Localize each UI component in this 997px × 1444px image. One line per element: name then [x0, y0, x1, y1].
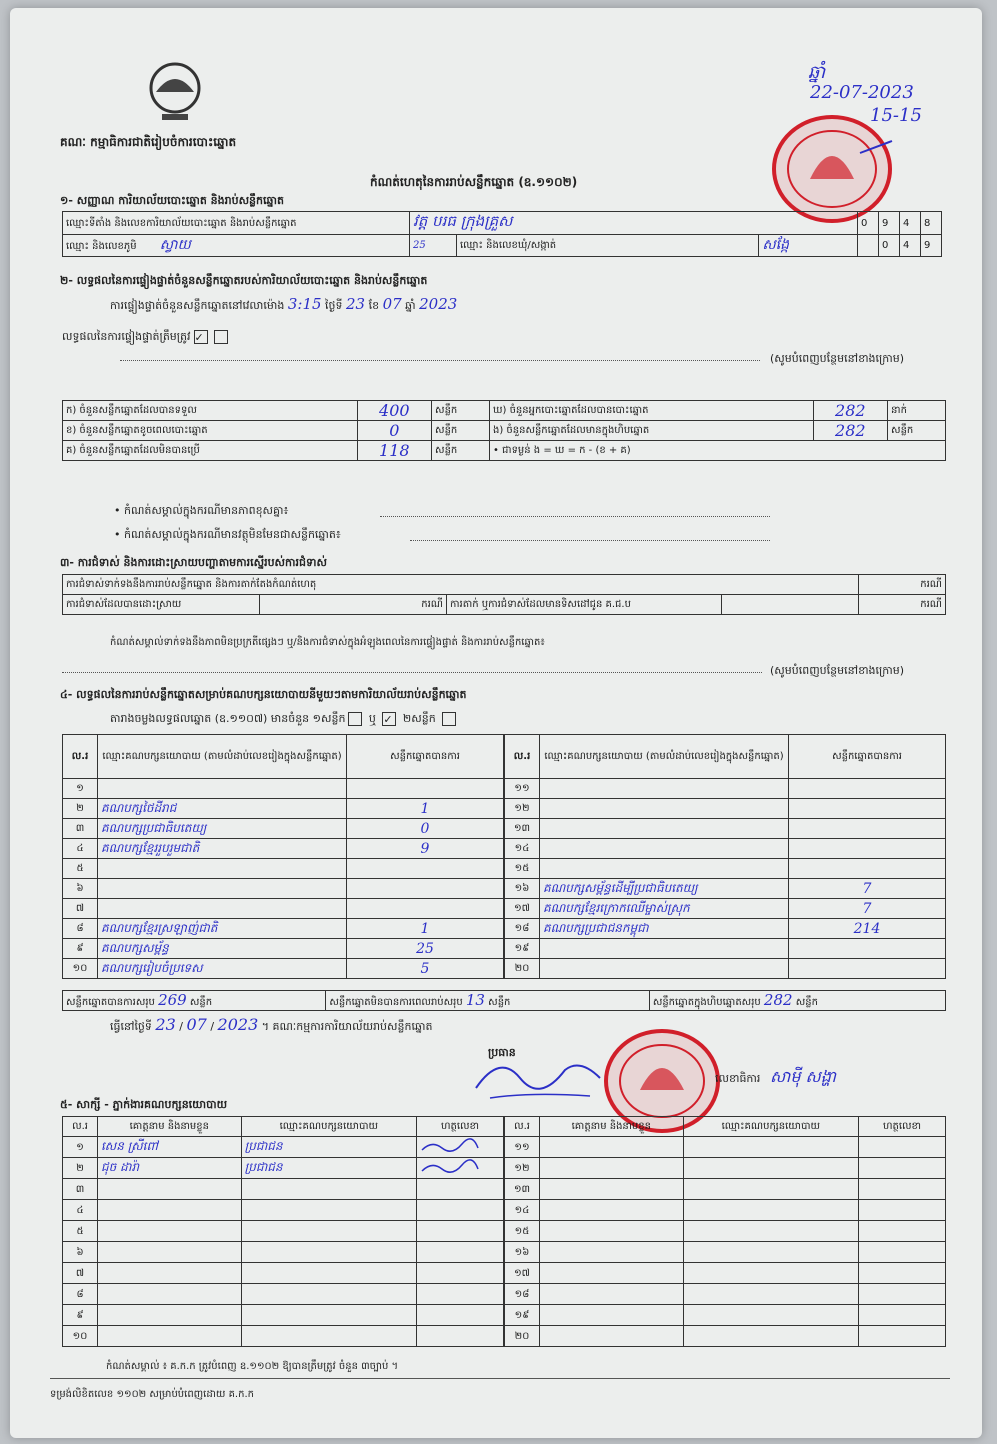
vote-count: 25: [347, 939, 504, 959]
vote-count: [789, 859, 946, 879]
vote-count: [347, 859, 504, 879]
witness-signature: [859, 1137, 946, 1158]
table-row: [505, 1179, 946, 1200]
vote-count: [789, 799, 946, 819]
row-label: ក) ចំនួនសន្លឹកឆ្នោតដែលបានទទួល: [63, 401, 358, 421]
code1-digit: 8: [921, 212, 942, 235]
vote-count: 0: [347, 819, 504, 839]
witness-party: [683, 1200, 858, 1221]
formula: • ជាទម្ងន់ ង = ឃ = ក - (ខ + គ): [489, 441, 945, 461]
total-box: សន្លឹកឆ្នោតក្នុងហិបឆ្នោតសរុប 282 សន្លឹក: [649, 991, 945, 1011]
unit: សន្លឹក: [432, 401, 490, 421]
witness-name: សេន ស្រីពៅ: [98, 1137, 242, 1158]
fill-line: [62, 672, 762, 673]
party-name: [540, 859, 789, 879]
section2-title: ២- លទ្ធផលនៃការផ្ទៀងផ្ទាត់ចំនួនសន្លឹកឆ្នោតរបស់ការិយាល័យបោះឆ្នោត និងរាប់សន្លឹកឆ្នោត: [60, 274, 428, 287]
party-name: [540, 839, 789, 859]
witness-name: ជុច ដារ៉ា: [98, 1158, 242, 1179]
copy-sheet-note: តារាងចម្លងលទ្ធផលឆ្នោត (ឧ.១១០៧) មានចំនួន ១សន្លឹក ឬ ✓ ២សន្លឹក: [110, 712, 459, 726]
row-number: ៦: [63, 1242, 98, 1263]
table-row: [505, 1137, 946, 1158]
box-value: 282: [813, 421, 887, 441]
vote-count: 1: [347, 919, 504, 939]
witness-signature: [417, 1179, 504, 1200]
row-number: ២: [63, 799, 98, 819]
handwritten-time: 15-15: [870, 105, 922, 126]
witness-name: [540, 1263, 684, 1284]
witness-party: [241, 1179, 416, 1200]
witness-party: [241, 1200, 416, 1221]
witness-signature: [859, 1179, 946, 1200]
table-row: [63, 859, 504, 879]
witness-name: [540, 1284, 684, 1305]
row-number: ១៩: [505, 939, 540, 959]
vote-count: [789, 939, 946, 959]
table-row: [505, 1284, 946, 1305]
fill-line: [120, 360, 760, 361]
witness-party: [241, 1242, 416, 1263]
row-number: ១៥: [505, 859, 540, 879]
complaints-table: [62, 574, 946, 615]
row-number: ៧: [63, 1263, 98, 1284]
table-row: [505, 1158, 946, 1179]
vote-count: 1: [347, 799, 504, 819]
party-name: [98, 879, 347, 899]
witness-signature: [859, 1221, 946, 1242]
row-number: ១៩: [505, 1305, 540, 1326]
unit: នាក់: [888, 401, 946, 421]
witness-party: [683, 1221, 858, 1242]
code2-digit: 4: [900, 235, 921, 257]
fill-line: [410, 540, 770, 541]
col-name: គោត្តនាម និងនាមខ្លួន: [540, 1117, 684, 1137]
witness-signature: [417, 1263, 504, 1284]
row-number: ៧: [63, 899, 98, 919]
unit: សន្លឹក: [432, 441, 490, 461]
witness-signature: [417, 1284, 504, 1305]
total-valid: សន្លឹកឆ្នោតបានការសរុប 269 សន្លឹក: [63, 991, 326, 1011]
secretary-name: សាម៉ី សង្ហា: [770, 1067, 837, 1086]
witness-name: [540, 1326, 684, 1347]
received-value: 400: [357, 401, 431, 421]
witness-name: [98, 1263, 242, 1284]
witness-name: [98, 1326, 242, 1347]
witness-party: [683, 1179, 858, 1200]
code2-digit: 0: [879, 235, 900, 257]
witness-name: [540, 1305, 684, 1326]
location-value: វត្ត បរធ ក្រុងគ្រួស: [410, 212, 858, 235]
emblem-icon: [142, 58, 208, 130]
forwarded-unit: ករណី: [859, 595, 946, 615]
complaint-label: ការជំទាស់ទាក់ទងនឹងការរាប់សន្លឹកឆ្នោត និងការតាក់តែងកំណត់ហេតុ: [63, 575, 859, 595]
col-name: គោត្តនាម និងនាមខ្លួន: [98, 1117, 242, 1137]
total-invalid: សន្លឹកឆ្នោតមិនបានការពេលរាប់សរុប 13 សន្លឹក: [326, 991, 649, 1011]
foreign-object-note: • កំណត់សម្គាល់ក្នុងករណីមានវត្ថុមិនមែនជាសន្លឹកឆ្នោត៖: [114, 528, 341, 541]
table-row: [63, 1284, 504, 1305]
vote-count: 214: [789, 919, 946, 939]
vote-count: 7: [789, 899, 946, 919]
table-row: [505, 1326, 946, 1347]
footer-note: កំណត់សម្គាល់ ៖ គ.ក.ក ត្រូវបំពេញ ឧ.១១០២ ឱ្យបានត្រឹមត្រូវ ចំនួន ៣ច្បាប់ ។: [106, 1361, 399, 1372]
witness-party: [241, 1284, 416, 1305]
fill-note: (សូមបំពេញបន្ថែមនៅខាងក្រោម): [770, 352, 905, 365]
row-number: ២: [63, 1158, 98, 1179]
row-number: ៣: [63, 1179, 98, 1200]
code2-digit: 9: [921, 235, 942, 257]
witness-party: [683, 1284, 858, 1305]
witness-name: [98, 1221, 242, 1242]
ballot-count-table: [62, 400, 946, 461]
row-number: ១២: [505, 1158, 540, 1179]
location-label: ឈ្មោះទីតាំង និងលេខការិយាល័យបោះឆ្នោត និងរាប់សន្លឹកឆ្នោត: [63, 212, 410, 235]
totals-row: [62, 990, 946, 1011]
row-label: គ) ចំនួនសន្លឹកឆ្នោតដែលមិនបានប្រើ: [63, 441, 358, 461]
witness-signature: [859, 1158, 946, 1179]
secretary-label: លេខាធិការ: [715, 1072, 761, 1085]
table-row: [505, 839, 946, 859]
witness-party: [241, 1221, 416, 1242]
table-row: [505, 799, 946, 819]
witness-signature: [417, 1158, 504, 1179]
table-row: [505, 1200, 946, 1221]
commune-label: ឈ្មោះ និងលេខឃុំ/សង្កាត់: [457, 235, 759, 257]
witness-party: [683, 1137, 858, 1158]
col-sign: ហត្ថលេខា: [859, 1117, 946, 1137]
witness-name: [540, 1200, 684, 1221]
witness-signature: [859, 1200, 946, 1221]
chair-label: ប្រធាន: [488, 1046, 516, 1059]
table-row: [63, 919, 504, 939]
section1-title: ១- សញ្ញាណ ការិយាល័យបោះឆ្នោត និងរាប់សន្លឹកឆ្នោត: [60, 194, 284, 207]
row-number: ៩: [63, 1305, 98, 1326]
row-number: ៥: [63, 1221, 98, 1242]
row-number: ១៨: [505, 919, 540, 939]
witness-name: [540, 1137, 684, 1158]
chair-signature-icon: [470, 1048, 610, 1108]
col-sign: ហត្ថលេខា: [417, 1117, 504, 1137]
col-no: ល.រ: [63, 735, 98, 779]
vote-count: [347, 899, 504, 919]
row-number: ៨: [63, 1284, 98, 1305]
row-number: ១៦: [505, 879, 540, 899]
unit: សន្លឹក: [888, 421, 946, 441]
vote-count: 5: [347, 959, 504, 979]
table-row: [63, 1242, 504, 1263]
witness-party: [241, 1305, 416, 1326]
party-name: [540, 819, 789, 839]
official-stamp-icon: [770, 113, 895, 225]
table-row: [63, 779, 504, 799]
party-name: [540, 939, 789, 959]
table-row: [63, 1137, 504, 1158]
unused-value: 118: [357, 441, 431, 461]
party-name: គណបក្សសម្ព័ន្ធដើម្បីប្រជាធិបតេយ្យ: [540, 879, 789, 899]
col-party: ឈ្មោះគណបក្សនយោបាយ: [683, 1117, 858, 1137]
witness-party: [683, 1242, 858, 1263]
row-number: ១១: [505, 1137, 540, 1158]
form-page: [10, 8, 982, 1438]
row-number: ៤: [63, 1200, 98, 1221]
fill-note: (សូមបំពេញបន្ថែមនៅខាងក្រោម): [770, 664, 905, 677]
table-row: [63, 1305, 504, 1326]
resolved-label: ការជំទាស់ដែលបានដោះស្រាយ: [63, 595, 260, 615]
committee-name: គណៈ កម្មាធិការជាតិរៀបចំការបោះឆ្នោត: [60, 135, 237, 149]
row-number: ៤: [63, 839, 98, 859]
row-label: ខ) ចំនួនសន្លឹកឆ្នោតខូចពេលបោះឆ្នោត: [63, 421, 358, 441]
witness-name: [98, 1284, 242, 1305]
witness-signature: [417, 1221, 504, 1242]
verification-result: លទ្ធផលនៃការផ្ទៀងផ្ទាត់ត្រឹមត្រូវ ✓: [62, 330, 231, 344]
forwarded-label: ការតាក់ ឬការជំទាស់ដែលមានទិសដៅជូន គ.ជ.ប: [447, 595, 722, 615]
col-votes: សន្លឹកឆ្នោតបានការ: [789, 735, 946, 779]
section3-title: ៣- ការជំទាស់ និងការដោះស្រាយបញ្ហាតាមការស្នើរបស់ការជំទាស់: [60, 556, 327, 569]
witness-signature: [417, 1305, 504, 1326]
witness-signature: [417, 1242, 504, 1263]
table-row: [63, 819, 504, 839]
row-number: ១៧: [505, 899, 540, 919]
witness-signature: [417, 1137, 504, 1158]
resolved-unit: ករណី: [260, 595, 447, 615]
table-row: [505, 919, 946, 939]
party-name: គណបក្សប្រជាជនកម្ពុជា: [540, 919, 789, 939]
complaint-unit: ករណី: [859, 575, 946, 595]
witness-party: ប្រជាជន: [241, 1158, 416, 1179]
table-row: [63, 1221, 504, 1242]
table-row: [505, 939, 946, 959]
row-number: ៣: [63, 819, 98, 839]
table-row: [63, 959, 504, 979]
vote-count: 9: [347, 839, 504, 859]
code1-digit: 9: [879, 212, 900, 235]
witness-name: [540, 1242, 684, 1263]
party-name: [98, 859, 347, 879]
row-number: ១៣: [505, 1179, 540, 1200]
party-name: គណបក្សខ្មែរក្រោកឈើម្ចាស់ស្រុក: [540, 899, 789, 919]
row-number: ១៤: [505, 1200, 540, 1221]
vote-count: [347, 779, 504, 799]
row-number: ១៨: [505, 1284, 540, 1305]
witness-signature: [859, 1263, 946, 1284]
row-number: ១០: [63, 959, 98, 979]
witness-party: [683, 1263, 858, 1284]
party-name: គណបក្សរៀបចំប្រទេស: [98, 959, 347, 979]
row-number: ១: [63, 1137, 98, 1158]
row-number: ១: [63, 779, 98, 799]
verification-line: ការផ្ទៀងផ្ទាត់ចំនួនសន្លឹកឆ្នោតនៅវេលាម៉ោង 3:15 ថ្ងៃទី 23 ខែ 07 ឆ្នាំ 2023: [110, 295, 458, 313]
witness-name: [540, 1179, 684, 1200]
witness-name: [98, 1305, 242, 1326]
col-party: ឈ្មោះគណបក្សនយោបាយ (តាមលំដាប់លេខរៀងក្នុងសន្លឹកឆ្នោត): [540, 735, 789, 779]
unit: សន្លឹក: [432, 421, 490, 441]
row-number: ១១: [505, 779, 540, 799]
col-votes: សន្លឹកឆ្នោតបានការ: [347, 735, 504, 779]
signature-icon: [420, 1138, 480, 1154]
table-row: [63, 939, 504, 959]
row-number: ១៥: [505, 1221, 540, 1242]
witness-name: [98, 1179, 242, 1200]
row-number: ៨: [63, 919, 98, 939]
witness-signature: [417, 1200, 504, 1221]
correct-checkbox[interactable]: ✓: [194, 330, 208, 344]
party-name: គណបក្សសម្ព័ន្ធ: [98, 939, 347, 959]
code1-digit: 4: [900, 212, 921, 235]
witness-party: ប្រជាជន: [241, 1137, 416, 1158]
row-number: ១៤: [505, 839, 540, 859]
table-row: [505, 1263, 946, 1284]
form-title: កំណត់ហេតុនៃការរាប់សន្លឹកឆ្នោត (ឧ.១១០២): [370, 175, 578, 189]
witness-left: [62, 1116, 504, 1347]
col-no: ល.រ: [505, 1117, 540, 1137]
table-row: [63, 799, 504, 819]
vote-count: [789, 839, 946, 859]
table-row: [505, 879, 946, 899]
section4-title: ៤- លទ្ធផលនៃការរាប់សន្លឹកឆ្នោតសម្រាប់គណបក្សនយោបាយនីមួយៗតាមការិយាល័យរាប់សន្លឹកឆ្នោត: [60, 688, 467, 701]
section5-title: ៥- សាក្សី - ភ្នាក់ងារគណបក្សនយោបាយ: [60, 1098, 228, 1111]
table-row: [63, 1263, 504, 1284]
table-row: [63, 1158, 504, 1179]
witness-party: [683, 1158, 858, 1179]
row-number: ៦: [63, 879, 98, 899]
witness-name: [98, 1200, 242, 1221]
row-number: ២០: [505, 959, 540, 979]
spoiled-value: 0: [357, 421, 431, 441]
witness-signature: [859, 1242, 946, 1263]
witness-table: [62, 1116, 946, 1347]
row-number: ៩: [63, 939, 98, 959]
col-party: ឈ្មោះគណបក្សនយោបាយ: [241, 1117, 416, 1137]
witness-signature: [417, 1326, 504, 1347]
table-row: [505, 1305, 946, 1326]
section1-table: [62, 211, 942, 257]
fill-line: [380, 516, 770, 517]
vote-count: [789, 819, 946, 839]
party-name: គណបក្សថៃដីរាជ: [98, 799, 347, 819]
witness-name: [540, 1221, 684, 1242]
col-no: ល.រ: [505, 735, 540, 779]
party-name: [540, 799, 789, 819]
table-row: [505, 1221, 946, 1242]
vote-count: 7: [789, 879, 946, 899]
discrepancy-note: • កំណត់សម្គាល់ក្នុងករណីមានភាពខុសគ្នា៖: [114, 504, 289, 517]
row-label: ង) ចំនួនសន្លឹកឆ្នោតដែលមានក្នុងហិបឆ្នោត: [489, 421, 813, 441]
row-number: ១៣: [505, 819, 540, 839]
form-code: ទម្រង់លិខិតលេខ ១១០២ សម្រាប់បំពេញដោយ គ.ក.ក: [50, 1389, 254, 1400]
party-name: [540, 959, 789, 979]
handwritten-note: ឆ្នាំ: [808, 62, 826, 83]
party-name: គណបក្សប្រជាធិបតេយ្យ: [98, 819, 347, 839]
voters-value: 282: [813, 401, 887, 421]
table-row: [505, 859, 946, 879]
signing-date: ធ្វើនៅថ្ងៃទី 23 / 07 / 2023 ។ គណៈកម្មការការិយាល័យរាប់សន្លឹកឆ្នោត: [110, 1015, 433, 1034]
village-label: ឈ្មោះ និងលេខភូមិ ស្វាយ: [63, 235, 410, 257]
party-name: [98, 899, 347, 919]
table-row: [63, 1179, 504, 1200]
col-no: ល.រ: [63, 1117, 98, 1137]
table-row: [505, 1242, 946, 1263]
col-party: ឈ្មោះគណបក្សនយោបាយ (តាមលំដាប់លេខរៀងក្នុងសន្លឹកឆ្នោត): [98, 735, 347, 779]
row-number: ១៧: [505, 1263, 540, 1284]
witness-party: [241, 1326, 416, 1347]
vote-count: [789, 959, 946, 979]
signature-icon: [420, 1159, 480, 1175]
code2-digit: [858, 235, 879, 257]
code1-digit: 0: [858, 212, 879, 235]
witness-party: [683, 1305, 858, 1326]
row-number: ១០: [63, 1326, 98, 1347]
commune-value: សង្កែ: [759, 235, 858, 257]
witness-name: [98, 1242, 242, 1263]
witness-signature: [859, 1326, 946, 1347]
table-row: [63, 1326, 504, 1347]
table-row: [63, 899, 504, 919]
village-number: 25: [410, 235, 457, 257]
footer-divider: [50, 1378, 950, 1379]
table-row: [505, 819, 946, 839]
witness-signature: [859, 1305, 946, 1326]
party-name: គណបក្សខ្មែររួបរួមជាតិ: [98, 839, 347, 859]
table-row: [63, 1200, 504, 1221]
results-table: [62, 734, 946, 986]
handwritten-date: 22-07-2023: [810, 82, 914, 103]
party-name: [540, 779, 789, 799]
party-name: [98, 779, 347, 799]
row-number: ១៦: [505, 1242, 540, 1263]
table-row: [505, 899, 946, 919]
irregularity-note: កំណត់សម្គាល់ទាក់ទងនឹងភាពមិនប្រក្រតីផ្សេងៗ ឬ/និងការជំទាស់ក្នុងអំឡុងពេលនៃការផ្ទៀងផ្ទាត់ និងការរាប់សន្លឹកឆ្នោត៖: [110, 637, 545, 648]
results-left: [62, 734, 504, 979]
witness-signature: [859, 1284, 946, 1305]
row-label: ឃ) ចំនួនអ្នកបោះឆ្នោតដែលបានបោះឆ្នោត: [489, 401, 813, 421]
witness-name: [540, 1158, 684, 1179]
witness-right: [504, 1116, 946, 1347]
witness-party: [241, 1263, 416, 1284]
row-number: ២០: [505, 1326, 540, 1347]
row-number: ១២: [505, 799, 540, 819]
vote-count: [789, 779, 946, 799]
results-right: [504, 734, 946, 979]
vote-count: [347, 879, 504, 899]
row-number: ៥: [63, 859, 98, 879]
incorrect-checkbox[interactable]: [214, 330, 228, 344]
table-row: [505, 959, 946, 979]
table-row: [505, 779, 946, 799]
party-name: គណបក្សខ្មែរស្រឡាញ់ជាតិ: [98, 919, 347, 939]
table-row: [63, 879, 504, 899]
table-row: [63, 839, 504, 859]
witness-party: [683, 1326, 858, 1347]
